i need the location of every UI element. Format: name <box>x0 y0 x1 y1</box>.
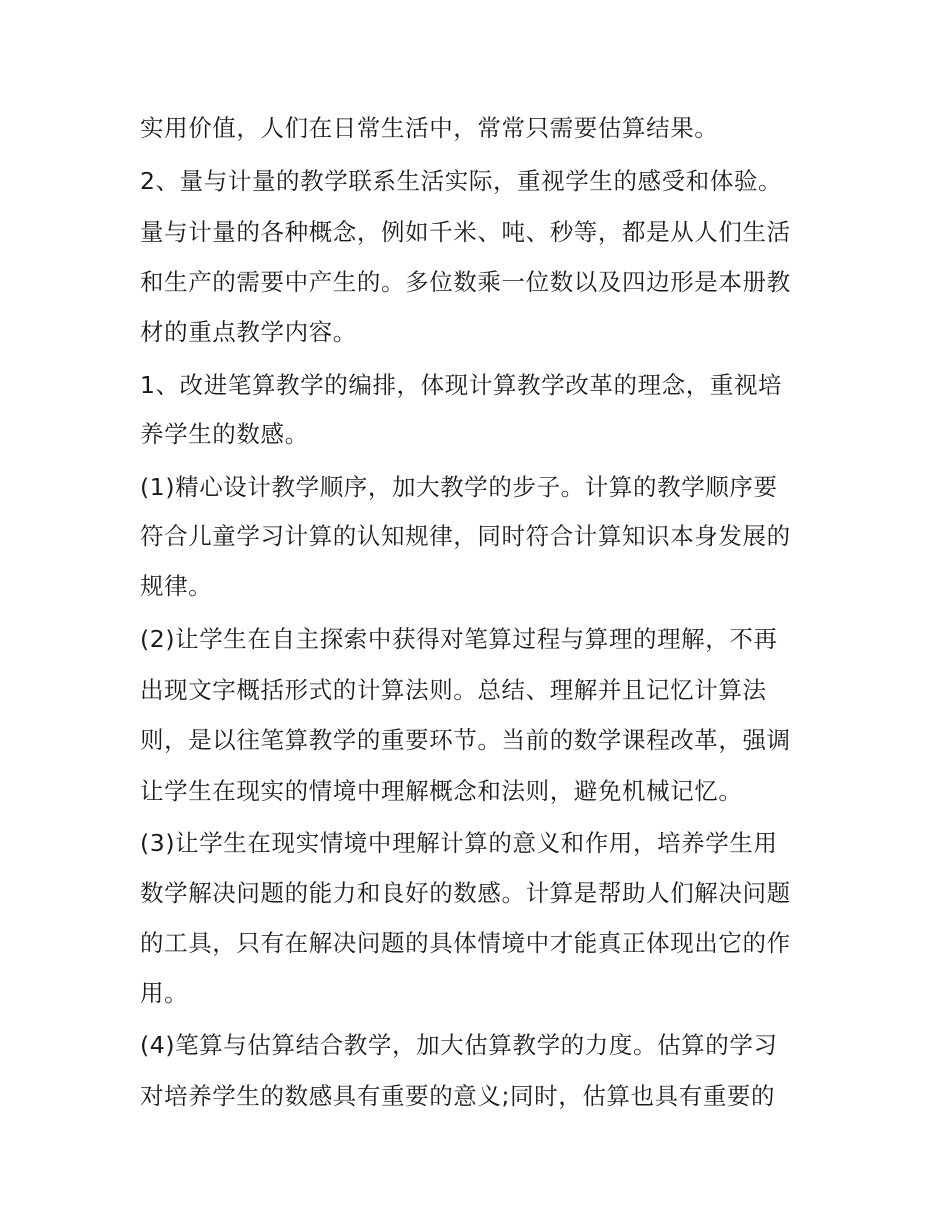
text-line: 规律。 <box>140 572 213 600</box>
text-line: (1)精心设计教学顺序，加大教学的步子。计算的教学顺序要 <box>140 473 778 501</box>
text-line: (4)笔算与估算结合教学，加大估算教学的力度。估算的学习 <box>140 1031 778 1059</box>
text-line: 实用价值，人们在日常生活中，常常只需要估算结果。 <box>140 114 719 142</box>
text-line: (2)让学生在自主探索中获得对笔算过程与算理的理解，不再 <box>140 625 778 653</box>
text-line: 对培养学生的数感具有重要的意义;同时，估算也具有重要的 <box>140 1082 776 1110</box>
text-line: 1、改进笔算教学的编排，体现计算教学改革的理念，重视培 <box>140 371 783 399</box>
text-line: (3)让学生在现实情境中理解计算的意义和作用，培养学生用 <box>140 829 778 857</box>
text-line: 和生产的需要中产生的。多位数乘一位数以及四边形是本册教 <box>140 268 791 296</box>
text-line: 让学生在现实的情境中理解概念和法则，避免机械记忆。 <box>140 777 743 805</box>
text-line: 的工具，只有在解决问题的具体情境中才能真正体现出它的作 <box>140 929 791 957</box>
text-line: 出现文字概括形式的计算法则。总结、理解并且记忆计算法 <box>140 676 767 704</box>
text-line: 材的重点教学内容。 <box>140 318 357 346</box>
text-line: 则，是以往笔算教学的重要环节。当前的数学课程改革，强调 <box>140 726 791 754</box>
text-line: 量与计量的各种概念，例如千米、吨、秒等，都是从人们生活 <box>140 218 791 246</box>
text-line: 2、量与计量的教学联系生活实际，重视学生的感受和体验。 <box>140 167 783 195</box>
text-line: 符合儿童学习计算的认知规律，同时符合计算知识本身发展的 <box>140 522 791 550</box>
text-line: 用。 <box>140 979 189 1007</box>
text-line: 养学生的数感。 <box>140 420 309 448</box>
text-line: 数学解决问题的能力和良好的数感。计算是帮助人们解决问题 <box>140 879 791 907</box>
